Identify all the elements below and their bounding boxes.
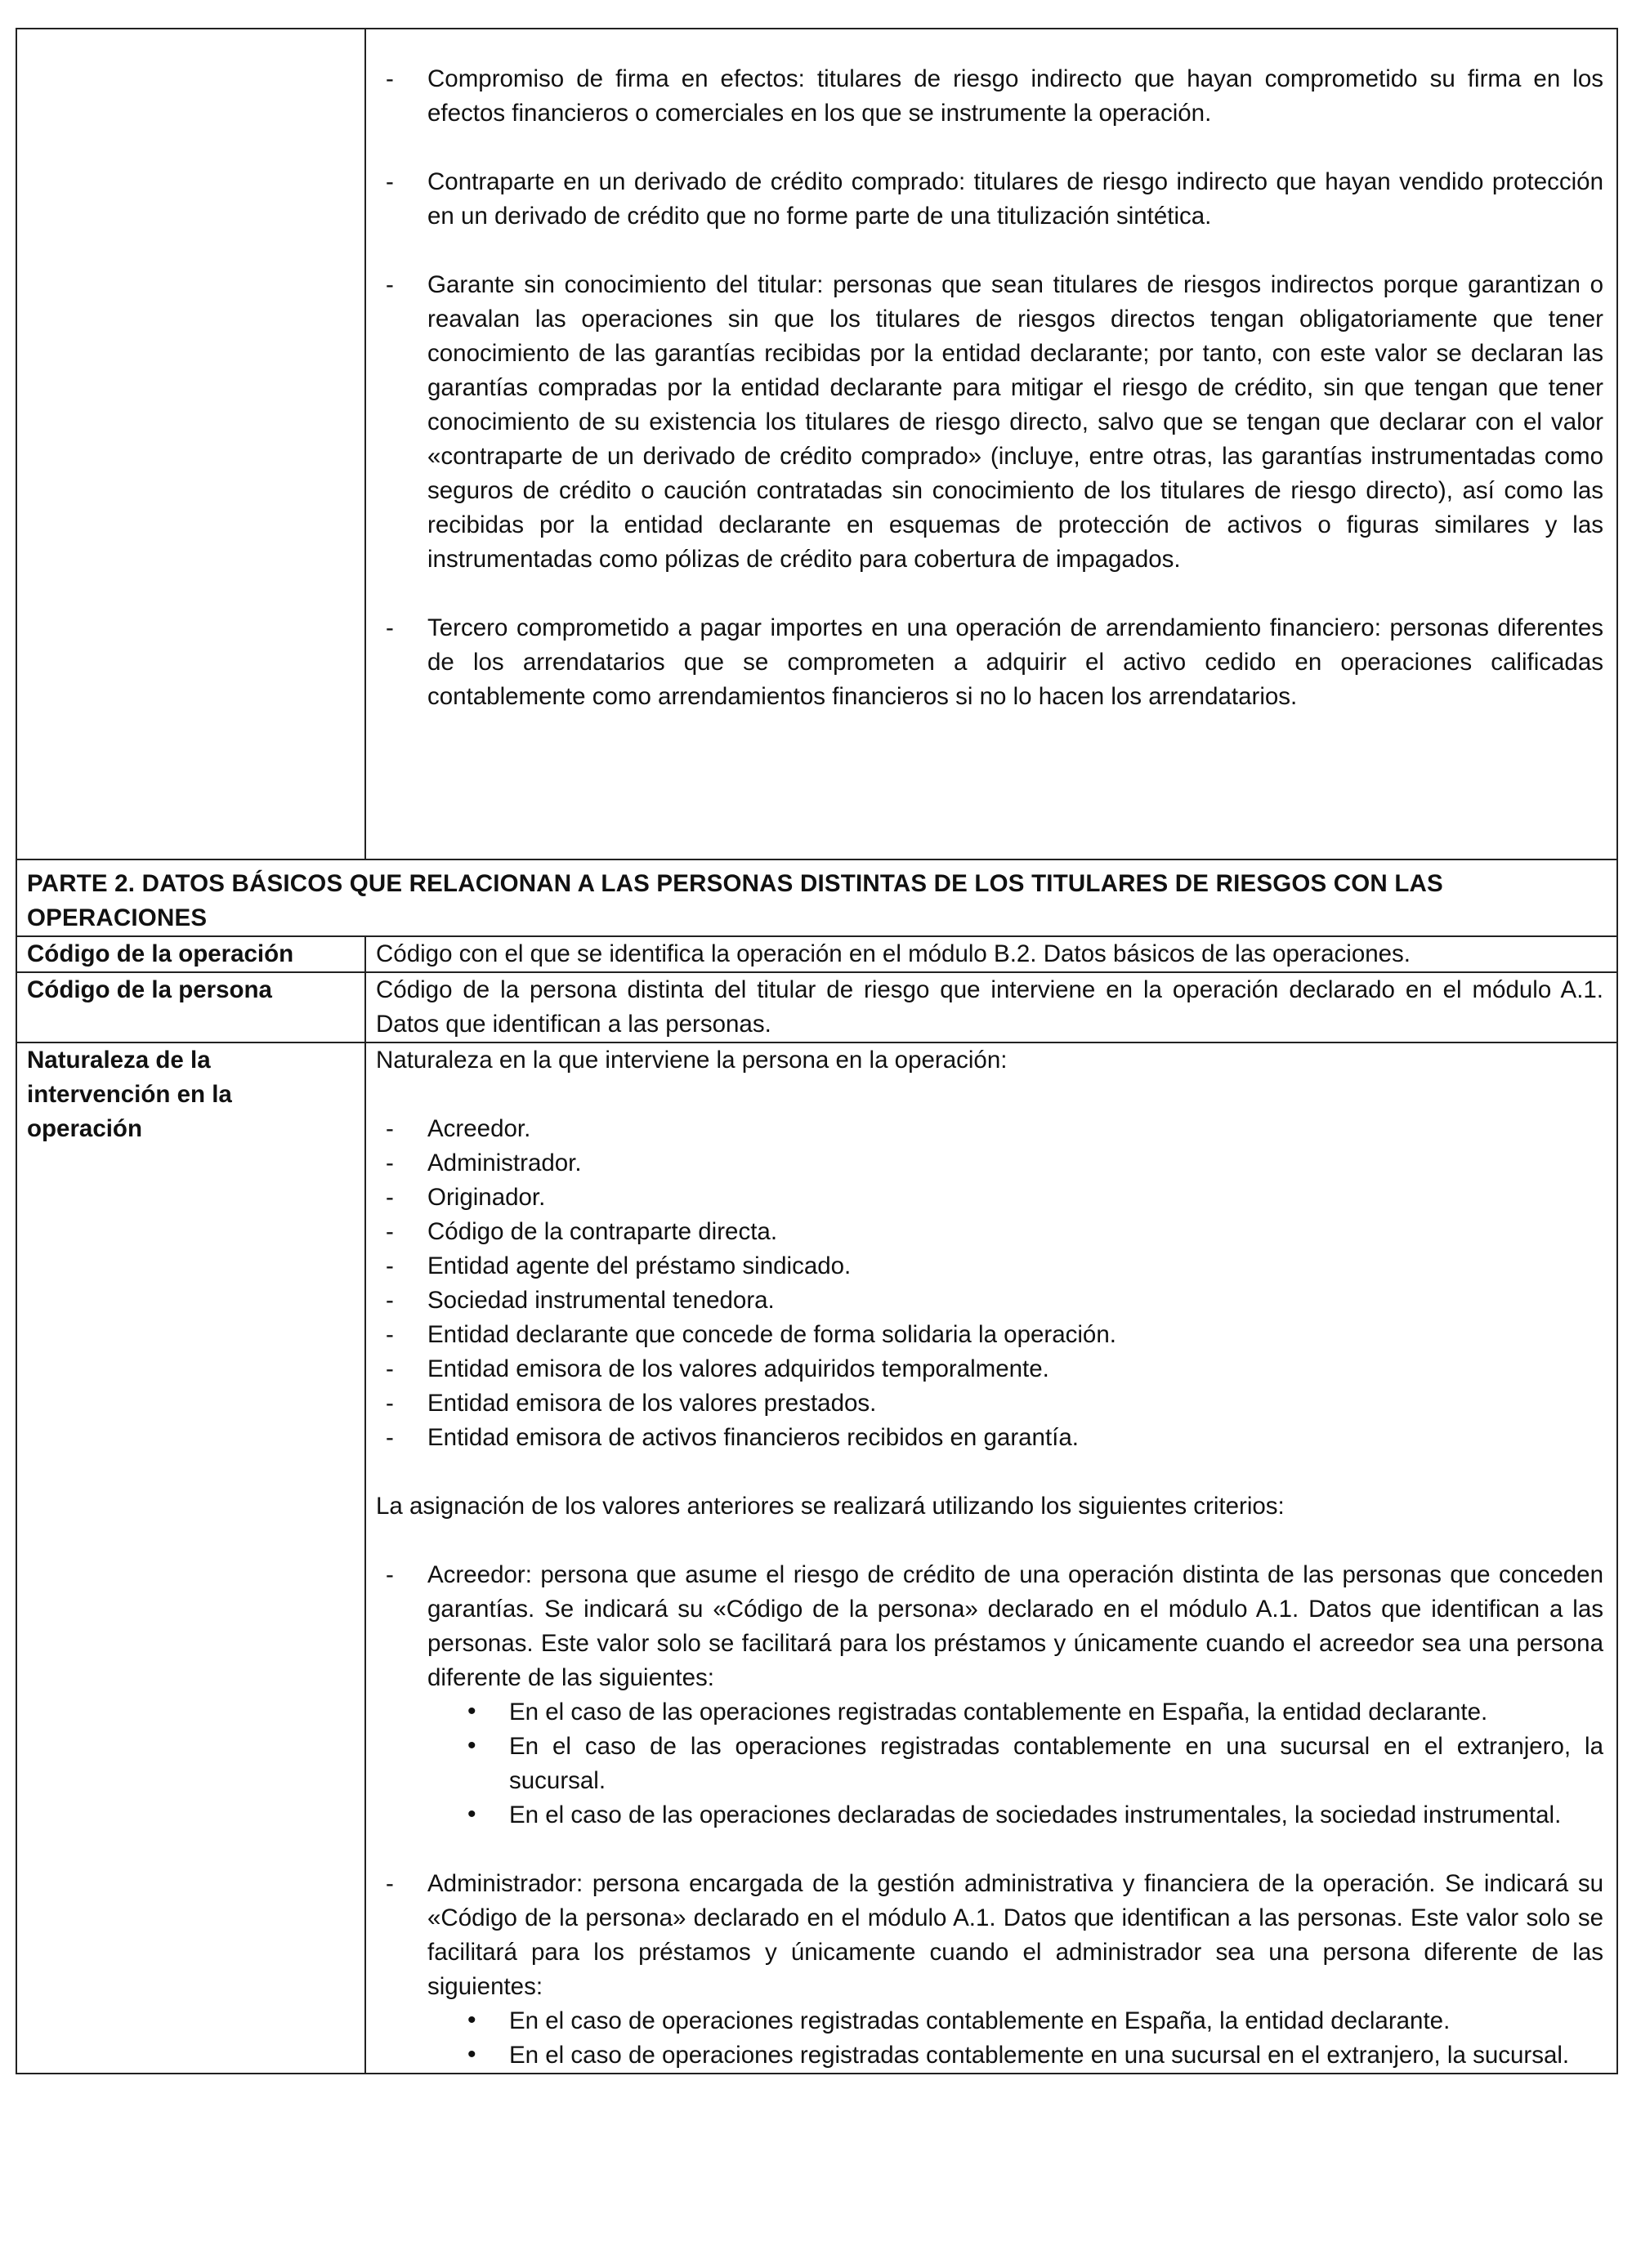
bullet-item	[376, 1798, 1603, 1833]
field-row-codigo-operacion	[16, 936, 1617, 972]
value-text: Entidad emisora de los valores adquiridos temporalmente.	[427, 1355, 1049, 1382]
bullet-text: En el caso de operaciones registradas contablemente en una sucursal en el extranjero, la sucursal.	[509, 2042, 1570, 2069]
criterion-acreedor	[376, 1558, 1603, 1695]
dash-marker: -	[386, 1184, 394, 1211]
acreedor-bullets	[376, 1695, 1603, 1833]
dash-marker: -	[386, 1424, 394, 1451]
item-text: Contraparte en un derivado de crédito comprado: titulares de riesgo indirecto que hayan vendido protección en un derivado de crédito que no forme parte de una titulización sintética.	[427, 168, 1603, 230]
bullet-item	[376, 1730, 1603, 1798]
criterion-administrador	[376, 1867, 1603, 2004]
definitions-table	[16, 28, 1618, 2074]
administrador-bullets	[376, 2004, 1603, 2073]
dash-marker: -	[386, 168, 394, 195]
section-heading: PARTE 2. DATOS BÁSICOS QUE RELACIONAN A LAS PERSONAS DISTINTAS DE LOS TITULARES DE RIESGOS CON LAS OPERACIONES	[16, 859, 1617, 936]
dash-marker: -	[386, 65, 394, 92]
bullet-marker: •	[467, 2041, 476, 2068]
dash-marker: -	[386, 1321, 394, 1348]
value-text: Administrador.	[427, 1150, 582, 1176]
empty-label-cell	[16, 29, 365, 859]
value-text: Entidad agente del préstamo sindicado.	[427, 1252, 852, 1279]
bullet-marker: •	[467, 1698, 476, 1725]
part1-continuation-row	[16, 29, 1617, 859]
field-label: Naturaleza de la intervención en la operación	[16, 1042, 365, 2074]
dash-marker: -	[386, 1252, 394, 1279]
value-text: Acreedor.	[427, 1115, 531, 1142]
field-label: Código de la persona	[16, 972, 365, 1042]
value-text: Sociedad instrumental tenedora.	[427, 1287, 775, 1314]
field-description	[365, 1042, 1617, 2074]
dash-marker: -	[386, 1390, 394, 1417]
list-item	[376, 268, 1603, 577]
value-text: Entidad emisora de los valores prestados.	[427, 1390, 877, 1417]
criterion-text: Administrador: persona encargada de la gestión administrativa y financiera de la operación. Se indicará su «Código de la persona» declarado en el módulo A.1. Datos que identifican a las personas. Este valor solo se facilitará para los préstamos y únicamente cuando el administrador sea una persona diferente de las siguientes:	[427, 1870, 1603, 2000]
dash-marker: -	[386, 614, 394, 641]
bullet-marker: •	[467, 1732, 476, 1759]
value-item	[376, 1318, 1603, 1352]
value-item	[376, 1386, 1603, 1421]
bullet-text: En el caso de las operaciones registradas contablemente en España, la entidad declarante.	[509, 1699, 1488, 1726]
item-text: Tercero comprometido a pagar importes en una operación de arrendamiento financiero: personas diferentes de los arrendatarios que se comprometen a adquirir el activo cedido en operaciones calificadas contablemente como arrendamientos financieros si no lo hacen los arrendatarios.	[427, 614, 1603, 710]
bullet-item	[376, 1695, 1603, 1730]
criteria-intro: La asignación de los valores anteriores se realizará utilizando los siguientes criterios:	[376, 1493, 1285, 1520]
bullet-text: En el caso de las operaciones registradas contablemente en una sucursal en el extranjero, la sucursal.	[509, 1733, 1603, 1794]
value-item	[376, 1112, 1603, 1146]
value-item	[376, 1249, 1603, 1284]
dash-marker: -	[386, 271, 394, 298]
field-row-naturaleza	[16, 1042, 1617, 2074]
dash-marker: -	[386, 1218, 394, 1245]
value-item	[376, 1215, 1603, 1249]
values-list	[376, 1112, 1603, 1455]
value-text: Entidad emisora de activos financieros recibidos en garantía.	[427, 1424, 1079, 1451]
value-item	[376, 1352, 1603, 1386]
part1-description-cell	[365, 29, 1617, 859]
dash-marker: -	[386, 1870, 394, 1897]
value-text: Originador.	[427, 1184, 546, 1211]
value-item	[376, 1181, 1603, 1215]
intro-text: Naturaleza en la que interviene la persona en la operación:	[376, 1047, 1008, 1074]
list-item	[376, 62, 1603, 131]
bullet-item	[376, 2038, 1603, 2073]
value-item	[376, 1146, 1603, 1181]
bullet-marker: •	[467, 2007, 476, 2034]
list-item	[376, 611, 1603, 714]
field-description: Código con el que se identifica la operación en el módulo B.2. Datos básicos de las operaciones.	[365, 936, 1617, 972]
dash-marker: -	[386, 1561, 394, 1588]
value-text: Código de la contraparte directa.	[427, 1218, 778, 1245]
dash-marker: -	[386, 1287, 394, 1314]
bullet-item	[376, 2004, 1603, 2038]
item-text: Compromiso de firma en efectos: titulares de riesgo indirecto que hayan comprometido su firma en los efectos financieros o comerciales en los que se instrumente la operación.	[427, 65, 1603, 127]
value-text: Entidad declarante que concede de forma solidaria la operación.	[427, 1321, 1116, 1348]
value-item	[376, 1284, 1603, 1318]
value-item	[376, 1421, 1603, 1455]
field-description: Código de la persona distinta del titular de riesgo que interviene en la operación declarado en el módulo A.1. Datos que identifican a las personas.	[365, 972, 1617, 1042]
field-row-codigo-persona	[16, 972, 1617, 1042]
list-item	[376, 165, 1603, 234]
dash-marker: -	[386, 1150, 394, 1176]
criterion-text: Acreedor: persona que asume el riesgo de crédito de una operación distinta de las personas que conceden garantías. Se indicará su «Código de la persona» declarado en el módulo A.1. Datos que identifican a las personas. Este valor solo se facilitará para los préstamos y únicamente cuando el acreedor sea una persona diferente de las siguientes:	[427, 1561, 1603, 1691]
bullet-text: En el caso de las operaciones declaradas de sociedades instrumentales, la sociedad instrumental.	[509, 1801, 1562, 1828]
bullet-marker: •	[467, 1801, 476, 1828]
dash-marker: -	[386, 1115, 394, 1142]
field-label: Código de la operación	[16, 936, 365, 972]
part2-header-row	[16, 859, 1617, 936]
dash-marker: -	[386, 1355, 394, 1382]
item-text: Garante sin conocimiento del titular: personas que sean titulares de riesgos indirectos porque garantizan o reavalan las operaciones sin que los titulares de riesgos directos tengan obligatoriamente que tener conocimiento de las garantías recibidas por la entidad declarante; por tanto, con este valor se declaran las garantías compradas por la entidad declarante para mitigar el riesgo de crédito, sin que tengan que tener conocimiento de su existencia los titulares de riesgo directo, salvo que se tengan que declarar con el valor «contraparte de un derivado de crédito comprado» (incluye, entre otras, las garantías instrumentadas como seguros de crédito o caución contratadas sin conocimiento de los titulares de riesgo directo), así como las recibidas por la entidad declarante en esquemas de protección de activos o figuras similares y las instrumentadas como pólizas de crédito para cobertura de impagados.	[427, 271, 1603, 573]
bullet-text: En el caso de operaciones registradas contablemente en España, la entidad declarante.	[509, 2007, 1451, 2034]
